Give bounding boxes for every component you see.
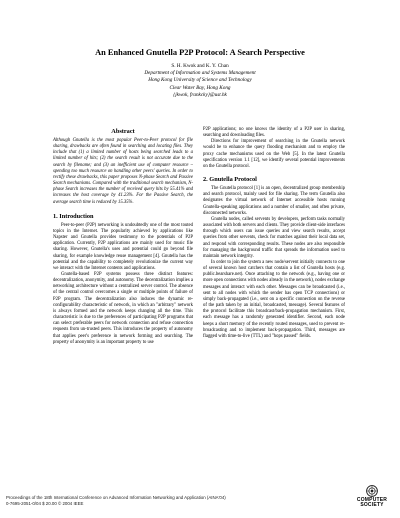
author-university: Hong Kong University of Science and Technology bbox=[148, 77, 252, 84]
footer-copyright-line: 0-7695-2051-0/04 $ 20.00 © 2004 IEEE bbox=[6, 500, 84, 506]
society-emblem-icon bbox=[366, 485, 378, 497]
introduction-improvement-paragraph: Directions for improvement of searching in the Gnutella network would be to enhance the query flooding mechanism and to employ the proxy cache mechanisms used on the Web [5]. In the latest Gnutella specification version 1.1 [12], we identify several potential improvements on the Gnutella protocol. bbox=[203, 139, 345, 169]
right-column bbox=[203, 127, 345, 340]
introduction-continued-paragraph: P2P applications; no one knows the identity of a P2P user in sharing, searching and downloading files. bbox=[203, 127, 345, 139]
gnutella-paragraph-3: In order to join the system a new node/servent initially connects to one of several known host catchers that contain a list of Gnutella hosts (e.g. public.bearshare.net). Once attaching to the network (e.g., having one or more open connections with nodes already in the network), nodes exchange messages and interact with each other. Messages can be broadcasted (i.e., sent to all nodes with which the sender has open TCP connections) or simply back-propagated (i.e., sent on a specific connection on the reverse of the path taken by an initial, broadcasted, message). Several features of the protocol facilitate this broadcast/back-propagation mechanism. First, each message has a randomly generated identifier. Second, each node keeps a short memory of the recently routed messages, used to prevent re-broadcasting and to implement back-propagation. Third, messages are flagged with time-to-live (TTL) and "hops passed" fields. bbox=[203, 259, 346, 339]
introduction-paragraph-2: Gnutella-based P2P systems possess three distinct features: decentralization, anonymity, and autonomy. The decentralization implies a networking architecture without a centralized server control. The absence of the central control overcomes a single or multiple points of failure of P2P program. The decentralization also induces the dynamic re-configurability characteristic of network, in which an "arbitrary" network is always formed and the network keeps changing all the time. This characteristic is due to the preferences of participating P2P programs that can select preferable peers for network connection and refuse connection requests from un-trusted peers. This introduces the property of autonomy that applies peer's preference in network forming and searching. The property of anonymity is an important property to use bbox=[53, 271, 193, 345]
left-column bbox=[53, 128, 193, 346]
logo-line-society: SOCIETY bbox=[360, 502, 384, 509]
paper-title: An Enhanced Gnutella P2P Protocol: A Search Perspective bbox=[95, 48, 305, 57]
gnutella-paragraph-1: The Gnutella protocol [1] is an open, decentralized group membership and search protocol, mainly used for file sharing. The term Gnutella also designates the virtual network of Internet accessible hosts running Gnutella-speaking applications and a number of smaller, and often private, disconnected networks. bbox=[203, 186, 345, 216]
introduction-paragraph-1: Peer-to-peer (P2P) networking is undoubtedly one of the most touted topics in the Internet. The popularity achieved by applications like Napster and Gnutella provides testimony to the potentials of P2P application. Currently, P2P applications are mainly used for music file sharing. However, Gnutella's uses and potential could go beyond file sharing, for example knowledge reuse management [4]. Gnutella has the potential and the capability to completely revolutionize the current way we interact with the Internet contents and applications. bbox=[53, 222, 193, 271]
author-address: Clear Water Bay, Hong Kong bbox=[169, 84, 231, 91]
computer-society-logo bbox=[352, 485, 392, 513]
author-emails: {jkwok, frankcky}@ust.hk bbox=[173, 91, 227, 98]
author-block bbox=[20, 63, 380, 99]
abstract-text: Although Gnutella is the most popular Peer-to-Peer protocol for file sharing, drawbacks are often found in searching and locating files. They include that (1) a limited number of hosts being searched leads to a limited number of hits; (2) the search result is not accurate due to the search by filename; and (3) an inefficient use of computer resource – spending too much resource on handling other peers' queries. In order to rectify these drawbacks, this paper proposes N-phase Search and Passive Search mechanisms. Compared with the traditional search mechanism, N-phase Search increases the number of received query hits by 55.41% and increases the host coverage by 41.23%. For the Passive Search, the average search time is reduced by 15.35%. bbox=[53, 138, 193, 205]
introduction-heading: 1. Introduction bbox=[53, 212, 94, 220]
author-names: S. H. Kwok and K. Y. Chan bbox=[171, 63, 229, 69]
logo-wordmark bbox=[352, 498, 392, 508]
abstract-heading: Abstract bbox=[111, 128, 135, 135]
gnutella-paragraph-2: Gnutella nodes, called servents by developers, perform tasks normally associated with both servers and clients. They provide client-side interfaces through which users can issue queries and view search results, accept queries from other servents, check for matches against their local data set, and respond with corresponding results. These nodes are also responsible for managing the background traffic that spreads the information used to maintain network integrity. bbox=[203, 216, 345, 259]
proceedings-footer bbox=[6, 495, 336, 506]
author-department: Department of Information and Systems Management bbox=[144, 70, 256, 77]
gnutella-protocol-heading: 2. Gnutella Protocol bbox=[203, 176, 257, 184]
logo-line-computer: COMPUTER bbox=[356, 497, 388, 503]
footer-conference-line: Proceedings of the 18th International Conference on Advanced Information Networking and Application (AINA'04) bbox=[6, 495, 226, 500]
